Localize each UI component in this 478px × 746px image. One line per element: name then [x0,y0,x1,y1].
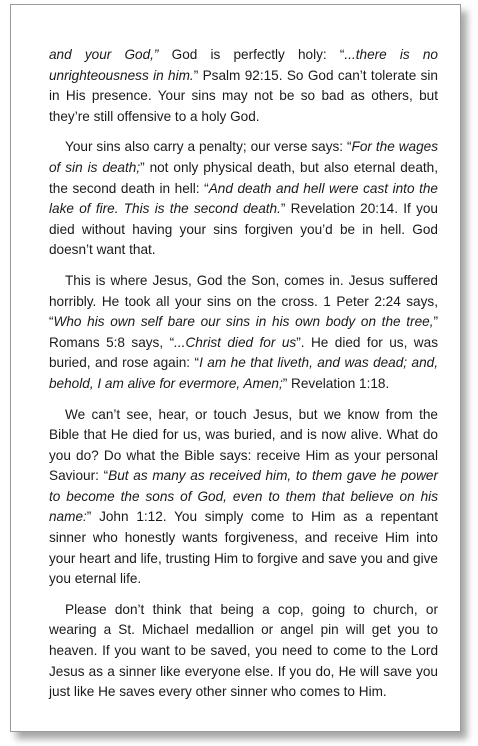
scripture-quote: ...Christ died for us [174,334,297,350]
scripture-quote: and your God,” [49,47,159,62]
paragraph [49,137,438,261]
scripture-quote: And death and hell were cast into the lake of fire. This is the second death. [49,180,438,217]
body-text [49,45,438,713]
scripture-quote: But as many as received him, to them gave he power to become the sons of God, even to them that believe on his name: [49,468,438,525]
scripture-quote: I am he that liveth, and was dead; and, behold, I am alive for evermore, Amen; [49,355,438,391]
scripture-quote: ...there is no unrighteousness in him. [49,47,438,83]
text-segment: ” not only physical death, but also eternal death, the second death in hell: “ [49,159,438,196]
text-segment: Please don’t think that being a cop, going to church, or wearing a St. Michael medallion or angel pin will get you to heaven. If you want to be saved, you need to come to the Lord Jesus as a sinner like everyone else. If you do, He will save you just like He saves every other sinner who comes to Him. [49,601,438,700]
paragraph [49,271,438,395]
text-segment: Your sins also carry a penalty; our verse says: “ [65,139,352,155]
text-segment: ”. He died for us, was buried, and rose again: “ [49,334,438,371]
text-segment: ” Revelation 20:14. If you died without having your sins forgiven you’d be in hell. God doesn’t want that. [49,201,438,258]
scripture-quote: Who his own self bare our sins in his own body on the tree, [53,314,434,330]
text-segment: ” Revelation 1:18. [282,375,390,391]
text-segment: ” John 1:12. You simply come to Him as a repentant sinner who honestly wants forgiveness, and receive Him into your heart and life, trusting Him to forgive and save you and give you eternal life. [49,509,438,587]
text-segment: This is where Jesus, God the Son, comes in. Jesus suffered horribly. He took all your sins on the cross. 1 Peter 2:24 says, “ [49,272,438,330]
text-segment: We can’t see, hear, or touch Jesus, but we know from the Bible that He died for us, was buried, and is now alive. What do you do? Do what the Bible says: receive Him as your personal Saviour: “ [49,406,438,484]
paragraph [49,405,438,590]
scripture-quote: For the wages of sin is death; [49,139,439,175]
text-segment: ” Psalm 92:15. So God can’t tolerate sin in His presence. Your sins may not be so bad as others, but they’re still offensive to a holy God. [49,67,438,124]
text-segment: God is perfectly holy: “ [158,47,345,62]
paragraph [49,45,438,127]
paragraph [49,600,438,703]
page-card [10,4,461,732]
text-segment: ” Romans 5:8 says, “ [49,314,438,350]
